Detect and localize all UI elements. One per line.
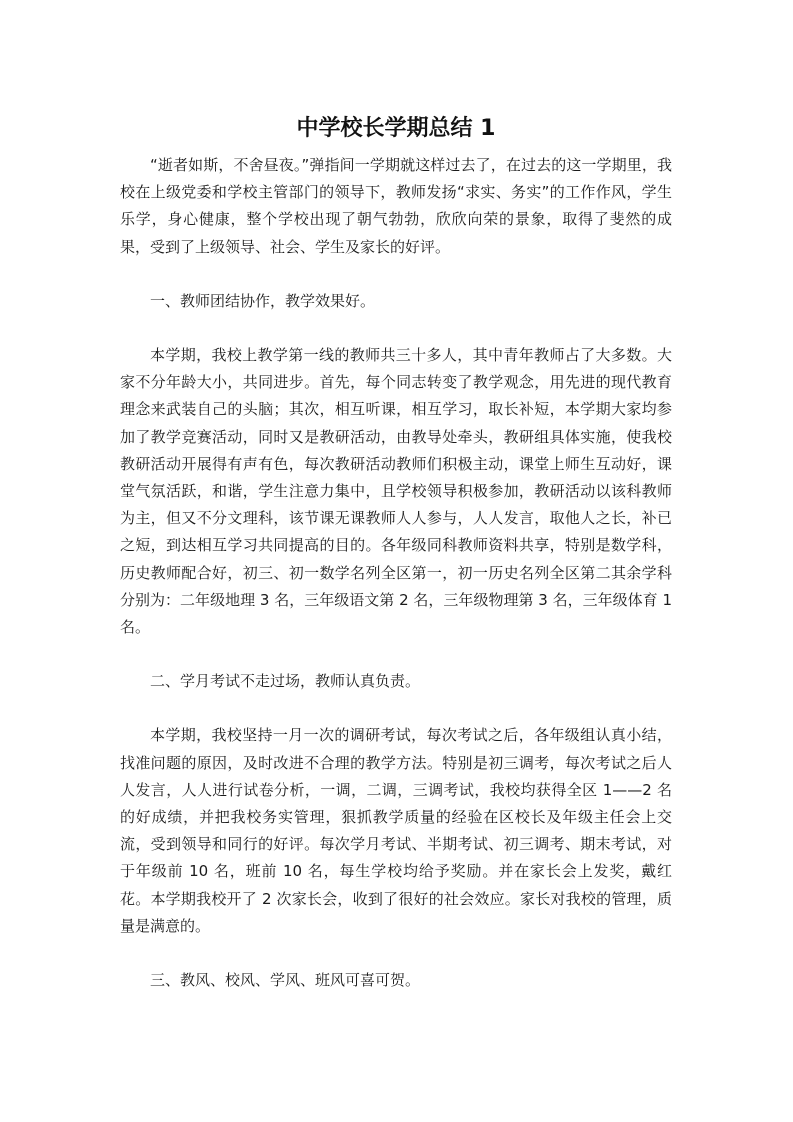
section-heading-3: 三、教风、校风、学风、班风可喜可贺。 [150, 971, 421, 990]
paragraph-spacer [120, 315, 672, 342]
section-heading-2: 二、学月考试不走过场，教师认真负责。 [150, 672, 421, 691]
paragraph-spacer [120, 261, 672, 288]
section-2-paragraph: 本学期，我校坚持一月一次的调研考试，每次考试之后，各年级组认真小结，找准问题的原因，及时改进不合理的教学方法。特别是初三调考，每次考试之后人人发言，人人进行试卷分析，一调，二调，三调考试，我校均获得全区 1——2 名的好成绩，并把我校务实管理，狠抓教学质量的经验在区校长及年级主任会上交流，受到领导和同行的好评。每次学月考试、半期考试、初三调考、期末考试，对于年级前 10 名，班前 10 名，每生学校均给予奖励。并在家长会上发奖，戴红花。本学期我校开了 2 次家长会，收到了很好的社会效应。家长对我校的管理，质量是满意的。 [120, 726, 672, 935]
intro-paragraph: “逝者如斯，不舍昼夜。”弹指间一学期就这样过去了，在过去的这一学期里，我校在上级党委和学校主管部门的领导下，教师发扬“求实、务实”的工作作风，学生乐学，身心健康，整个学校出现了朝气勃勃，欣欣向荣的景象，取得了斐然的成果，受到了上级领导、社会、学生及家长的好评。 [120, 156, 672, 256]
document-title: 中学校长学期总结 1 [296, 116, 496, 141]
section-1-paragraph: 本学期，我校上教学第一线的教师共三十多人，其中青年教师占了大多数。大家不分年龄大小，共同进步。首先，每个同志转变了教学观念，用先进的现代教育理念来武装自己的头脑；其次，相互听课，相互学习，取长补短，本学期大家均参加了教学竞赛活动，同时又是教研活动，由教导处牵头，教研组具体实施，使我校教研活动开展得有声有色，每次教研活动教师们积极主动，课堂上师生互动好，课堂气氛活跃，和谐，学生注意力集中，且学校领导积极参加，教研活动以该科教师为主，但又不分文理科，该节课无课教师人人参与，人人发言，取他人之长，补已之短，到达相互学习共同提高的目的。各年级同科教师资料共享，特别是数学科，历史教师配合好，初三、初一数学名列全区第一，初一历史名列全区第二其余学科分别为：二年级地理 3 名，三年级语文第 2 名，三年级物理第 3 名，三年级体育 1 名。 [120, 346, 672, 637]
document-body [120, 112, 672, 994]
paragraph-spacer [120, 940, 672, 967]
paragraph-spacer [120, 641, 672, 668]
section-heading-1: 一、教师团结协作，教学效果好。 [150, 291, 376, 310]
paragraph-spacer [120, 695, 672, 722]
